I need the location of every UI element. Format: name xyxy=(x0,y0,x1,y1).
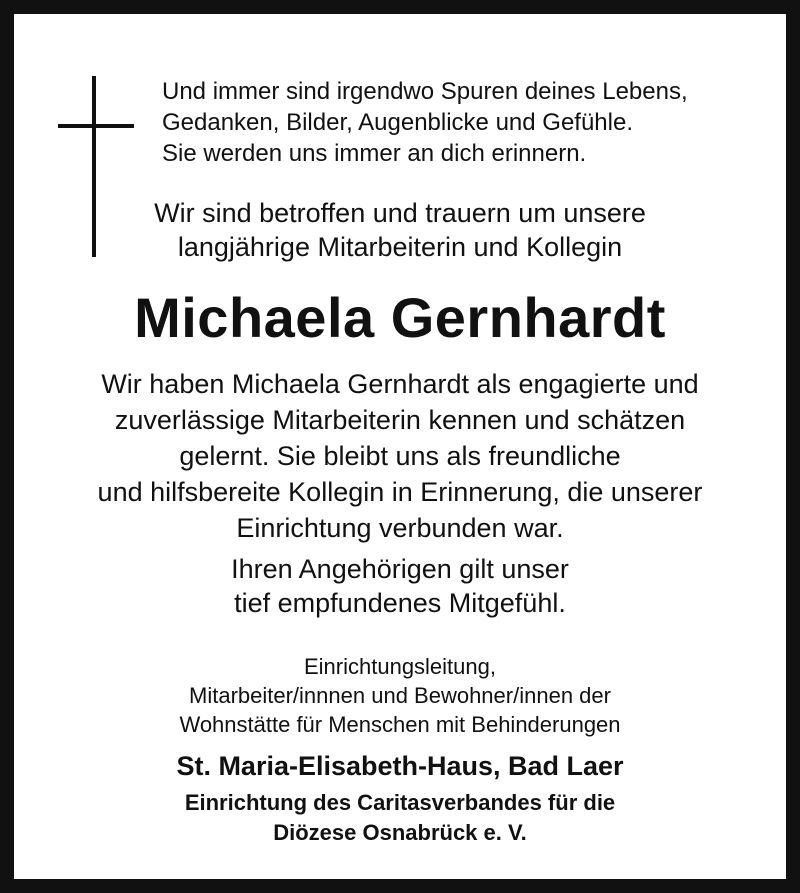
poem-line: Gedanken, Bilder, Augenblicke und Gefühle. xyxy=(162,109,633,136)
condolence-line: Ihren Angehörigen gilt unser xyxy=(231,554,569,584)
signers-block xyxy=(20,652,780,739)
tribute-line: Einrichtung verbunden war. xyxy=(236,513,564,543)
deceased-name: Michaela Gernhardt xyxy=(134,286,666,349)
cross-horizontal-bar xyxy=(58,124,134,128)
tribute-line: Wir haben Michaela Gernhardt als engagierte und xyxy=(101,369,699,399)
condolence-line: tief empfundenes Mitgefühl. xyxy=(234,588,566,618)
institution-name: St. Maria-Elisabeth-Haus, Bad Laer xyxy=(176,751,624,781)
intro-line: Wir sind betroffen und trauern um unsere xyxy=(154,198,646,228)
signer-line: Wohnstätte für Menschen mit Behinderungen xyxy=(179,712,621,737)
signer-line: Mitarbeiter/innnen und Bewohner/innen der xyxy=(189,683,611,708)
poem-line: Und immer sind irgendwo Spuren deines Lebens, xyxy=(162,78,688,105)
poem-line: Sie werden uns immer an dich erinnern. xyxy=(162,140,587,167)
organization-line: Einrichtung des Caritasverbandes für die xyxy=(184,790,616,815)
tribute-line: und hilfsbereite Kollegin in Erinnerung, die unserer xyxy=(97,477,703,507)
tribute-line: gelernt. Sie bleibt uns als freundliche xyxy=(179,441,621,471)
organization-line: Diözese Osnabrück e. V. xyxy=(273,820,527,845)
tribute-text xyxy=(20,366,780,546)
signer-line: Einrichtungsleitung, xyxy=(303,654,496,679)
tribute-line: zuverlässige Mitarbeiterin kennen und schätzen xyxy=(114,405,686,435)
intro-line: langjährige Mitarbeiterin und Kollegin xyxy=(177,232,623,262)
mourning-intro xyxy=(20,196,780,264)
organization-block xyxy=(20,788,780,848)
memorial-poem xyxy=(162,76,762,169)
condolence-text xyxy=(20,552,780,620)
